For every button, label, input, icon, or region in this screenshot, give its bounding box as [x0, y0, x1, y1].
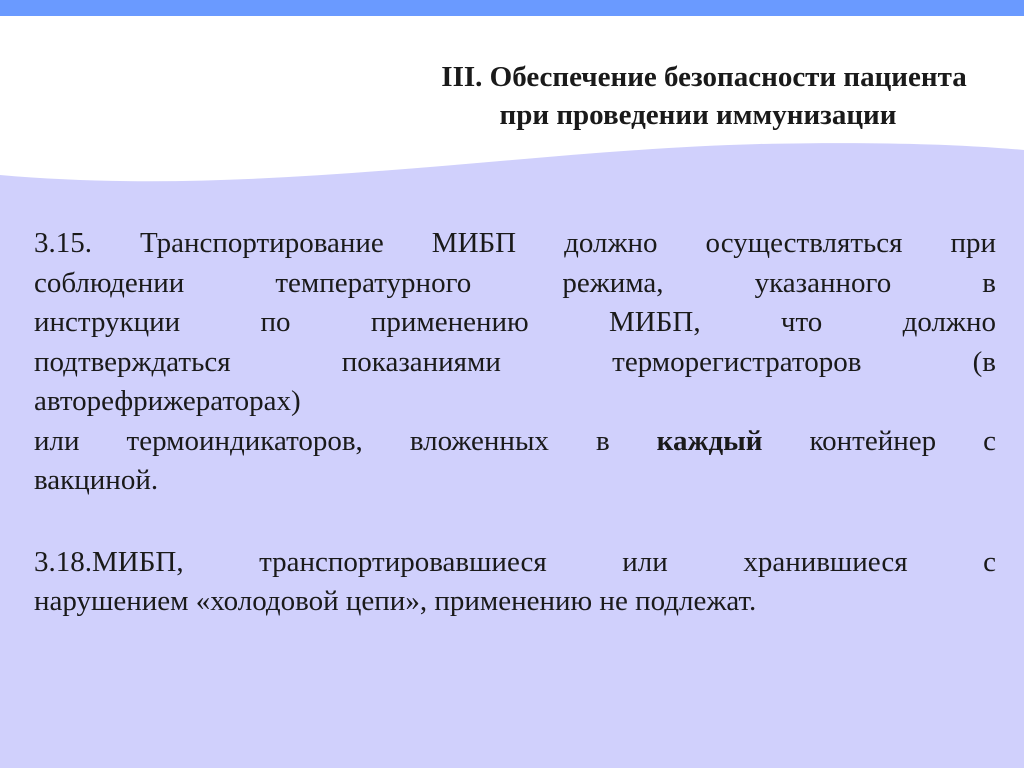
line-6-text-end: контейнер с: [762, 424, 996, 457]
paragraph-3-15-line-7: вакциной.: [34, 464, 159, 496]
paragraph-3-15-line-1: 3.15. Транспортирование МИБП должно осуществляться при: [34, 227, 996, 259]
paragraph-3-15-line-4: подтверждаться показаниями терморегистраторов (в: [34, 345, 996, 378]
slide-title-line-2: при проведении иммунизации: [499, 99, 897, 131]
paragraph-3-18-line-1: 3.18.МИБП, транспортировавшиеся или хранившиеся с: [34, 545, 996, 578]
paragraph-3-15-line-6: [34, 422, 996, 462]
paragraph-3-18: [34, 543, 996, 622]
paragraph-3-15: [34, 224, 996, 501]
line-6-text-start: или термоиндикаторов, вложенных в: [34, 424, 657, 457]
slide-title: [380, 58, 1016, 134]
paragraph-3-15-line-5: авторефрижераторах): [34, 385, 301, 417]
paragraph-3-18-line-2: нарушением «холодовой цепи», применению не подлежат.: [34, 585, 757, 617]
slide-body: [34, 224, 996, 622]
paragraph-3-15-line-2: соблюдении температурного режима, указанного в: [34, 266, 996, 299]
emphasis-each: каждый: [656, 424, 763, 457]
paragraph-3-15-line-3: инструкции по применению МИБП, что должно: [34, 306, 996, 338]
slide-title-line-1: III. Обеспечение безопасности пациента: [441, 61, 967, 93]
paragraph-spacer: [34, 501, 996, 543]
